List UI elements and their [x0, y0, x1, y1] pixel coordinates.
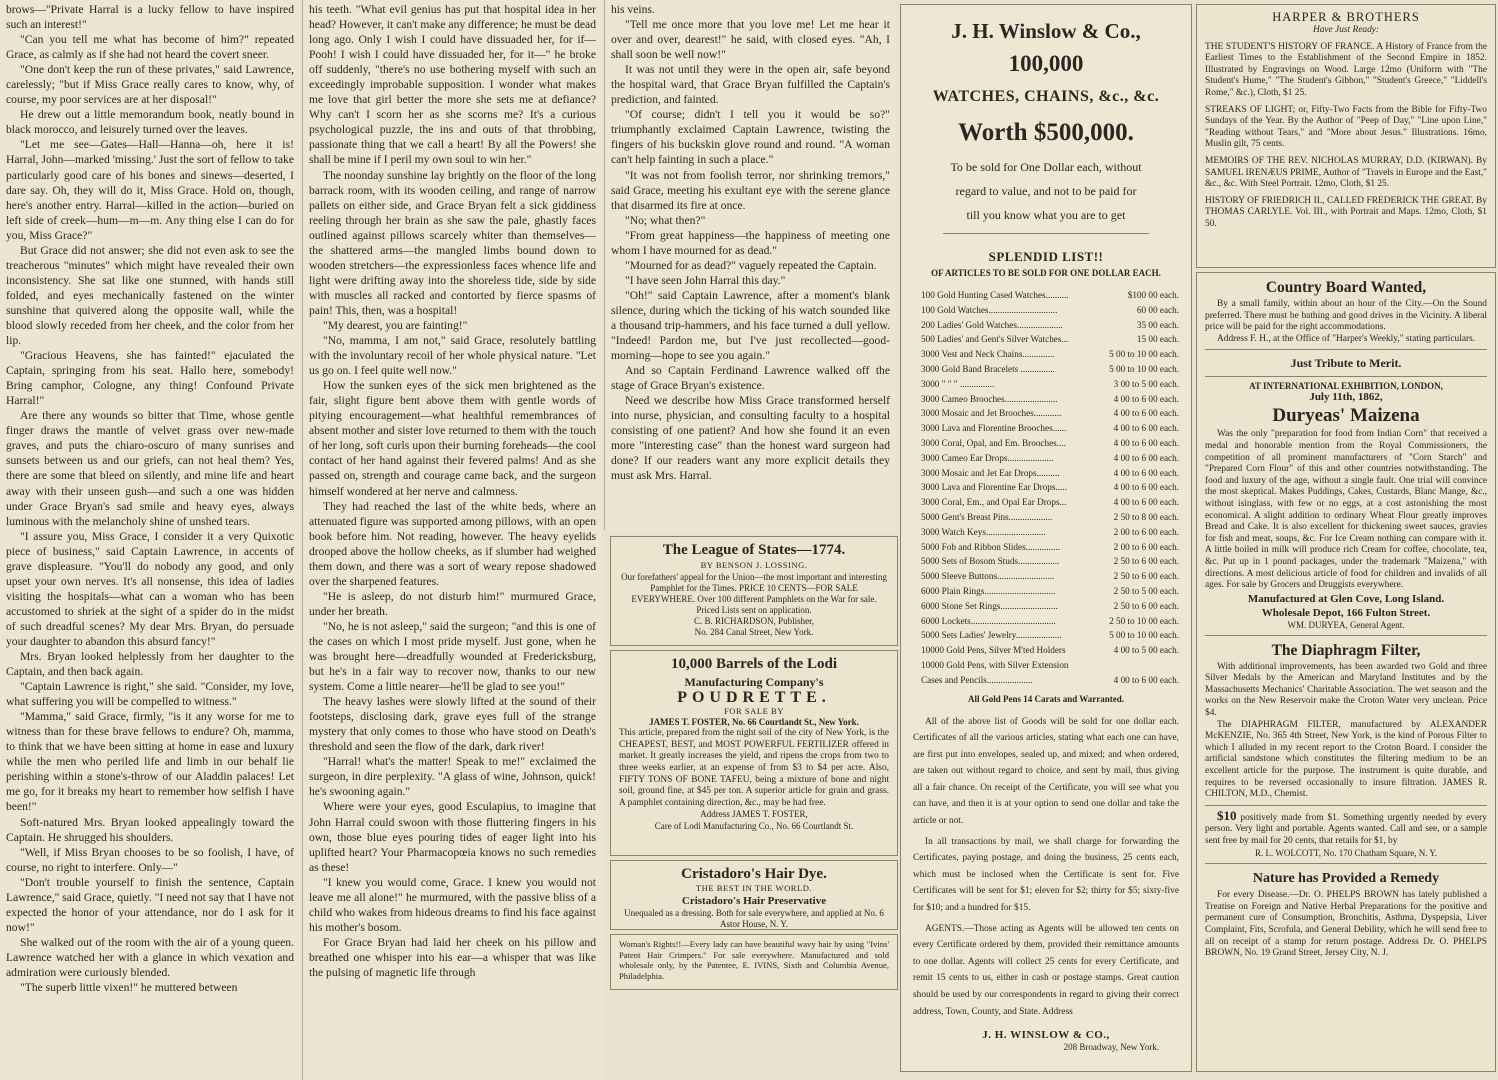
price-value: 4 00 to 6 00 each. — [1113, 423, 1179, 434]
story-paragraph: For Grace Bryan had laid her cheek on his pillow and breathed one whisper into his ear—a whisper that was like the pulsing of magnetic life through — [309, 935, 596, 979]
story-paragraph: "He is asleep, do not disturb him!" murmured Grace, under her breath. — [309, 589, 596, 618]
story-paragraph: It was not until they were in the open air, safe beyond the hospital ward, that Grace Bryan fulfilled the Captain's prediction, and fainted. — [611, 63, 890, 107]
price-value: 2 50 to 6 00 each. — [1113, 556, 1179, 567]
maizena-date: July 11th, 1862, — [1309, 391, 1383, 404]
league-publisher: C. B. RICHARDSON, Publisher, — [694, 615, 814, 626]
story-paragraph: Need we describe how Miss Grace transformed herself into nurse, physician, and consulting faculty to a hospital consisting of one patient? And how she found it an even more "interesting case" than the honest ward surgeon had done? If our readers want any more explicit details they must ask Mrs. Harral. — [611, 394, 890, 483]
filter-body-2: The DIAPHRAGM FILTER, manufactured by ALEXANDER McKENZIE, No. 365 4th Street, New York, is the kind of Porous Filter to which I alluded in my recent report to the Croton Board. I consider the artificial sandstone which constitutes the filtering medium to be an excellent article for the purpose. The instrument is quite durable, and requires to be reversed occasionally to insure filtration. JAMES R. CHILTON, M.D., Chemist. — [1205, 719, 1487, 800]
league-title: The League of States—1774. — [662, 542, 846, 558]
story-paragraph: "Tell me once more that you love me! Let me hear it over and over, dearest!" he said, with closed eyes. "Ah, I shall soon be well now!" — [611, 18, 890, 62]
story-paragraph: "I assure you, Miss Grace, I consider it a very Quixotic piece of business," said Captain Lawrence, in accents of grave displeasure. "You'll do nobody any good, and only upset your own nerves. It's all nonsense, this idea of ladies visiting the hospitals—what can a woman who has been accustomed to shriek at the sight of a spider do in the midst of such dreadful scenes? My dear Mrs. Bryan, do persuade your daughter to abandon this absurd fancy!" — [6, 529, 294, 648]
price-item: 3000 Coral, Em., and Opal Ear Drops... — [921, 497, 1067, 508]
league-address: No. 284 Canal Street, New York. — [694, 627, 814, 638]
price-item: 500 Ladies' and Gent's Silver Watches... — [921, 334, 1069, 345]
winslow-list-subtitle: OF ARTICLES TO BE SOLD FOR ONE DOLLAR EACH. — [931, 268, 1161, 278]
story-paragraph: "No, he is not asleep," said the surgeon; "and this is one of the cases on which I most pride myself. Just gone, when he was brought here—dreadfully wounded at Fredericksburg, but he's in a fair way to recover now, thanks to our new system. Come a little nearer—he'll be glad to see you!" — [309, 619, 596, 694]
maizena-exhibition: AT INTERNATIONAL EXHIBITION, LONDON, — [1249, 381, 1443, 392]
price-item: 3000 Lava and Florentine Ear Drops..... — [921, 482, 1067, 493]
price-item: 6000 Plain Rings............................... — [921, 585, 1056, 596]
price-value: 15 00 each. — [1136, 334, 1179, 345]
price-row — [913, 643, 1179, 658]
price-item: 5000 Sleeve Buttons......................... — [921, 571, 1055, 582]
price-item: 6000 Lockets..................................... — [921, 615, 1056, 626]
harper-entry: HISTORY OF FRIEDRICH II., CALLED FREDERICK THE GREAT. By THOMAS CARLYLE. Vol. III., with Portrait and Maps. 12mo, Cloth, $1 50. — [1205, 195, 1487, 229]
winslow-body-1: All of the above list of Goods will be sold for one dollar each. Certificates of all the various articles, stating what each one can have, are first put into envelopes, sealed up, and mixed; and when ordered, are taken out without regard to choice, and sent by mail, thus giving all a fair chance. On receipt of the Certificate, you will see what you can have, and then it is at your option to send one dollar and take the article or not. — [913, 716, 1179, 827]
price-value: 60 00 each. — [1136, 304, 1179, 315]
price-value: 4 00 to 5 00 each. — [1113, 645, 1179, 656]
winslow-body-2: In all transactions by mail, we shall charge for forwarding the Certificates, paying postage, and doing the business, 25 cents each, which must be inclosed when the Certificate is sent for. Five Certificates will be sent for $1; eleven for $2; thirty for $5; sixty-five for $10; and a hundred for $15. — [913, 836, 1179, 914]
harper-entry: THE STUDENT'S HISTORY OF FRANCE. A History of France from the Earliest Times to the Establishment of the Second Empire in 1852. Illustrated by Engravings on Wood. Large 12mo (Uniform with "The Student's Hume," "The Student's Gibbon," "Student's Greece," "Liddell's Rome," &c.), Cloth, $1 25. — [1205, 41, 1487, 98]
remedy-title: Nature has Provided a Remedy — [1252, 871, 1440, 887]
lodi-sig-1: Address JAMES T. FOSTER, — [700, 809, 808, 820]
story-paragraph: "Mourned for as dead?" vaguely repeated the Captain. — [625, 258, 877, 272]
story-paragraph: But Grace did not answer; she did not even ask to see the treacherous "minutes" which might have revealed their own inconsistency. She sat like one stunned, with hands still folded, and eyes mechanically fastened on the winter sunshine that quivered along the opposite wall, while the blood slowly receded from her cheek, and the color from her lip. — [6, 243, 294, 348]
harper-entry: STREAKS OF LIGHT; or, Fifty-Two Facts from the Bible for Fifty-Two Sundays of the Year. By the Author of "Peep of Day," "Line upon Line," "Reading without Tears," and "More about Jesus." Illustrations. 16mo, Muslin gilt, 75 cents. — [1205, 104, 1487, 150]
maizena-title: Duryeas' Maizena — [1272, 405, 1420, 427]
price-row — [913, 540, 1179, 555]
price-item: 3000 Cameo Ear Drops.................... — [921, 452, 1054, 463]
price-row — [913, 421, 1179, 436]
price-row — [913, 406, 1179, 421]
story-paragraph: She walked out of the room with the air of a young queen. Lawrence watched her with a glance in which vexation and admiration were curiously blended. — [6, 935, 294, 979]
story-paragraph: his veins. — [611, 3, 655, 16]
story-paragraph: "Don't trouble yourself to finish the sentence, Captain Lawrence," said Grace, quietly. "I need not say that I have not expected the honor of your attendance, nor do I ask for it now!" — [6, 875, 294, 934]
price-value: 4 00 to 6 00 each. — [1113, 482, 1179, 493]
price-row — [913, 614, 1179, 629]
story-paragraph: "Of course; didn't I tell you it would be so?" triumphantly exclaimed Captain Lawrence, twisting the fingers of his buckskin glove round and round. "A woman can't help fainting in such a place." — [611, 108, 890, 167]
price-item: 3000 Vest and Neck Chains.............. — [921, 349, 1055, 360]
winslow-list-title: SPLENDID LIST!! — [988, 249, 1104, 264]
price-row — [913, 436, 1179, 451]
divider — [1205, 863, 1487, 864]
price-value: 2 50 to 5 00 each. — [1113, 585, 1179, 596]
price-row — [913, 658, 1179, 673]
league-byline: BY BENSON J. LOSSING. — [700, 560, 808, 570]
story-paragraph: "No; what then?" — [625, 213, 706, 227]
price-row — [913, 318, 1179, 333]
lodi-agent: JAMES T. FOSTER, No. 66 Courtlandt St., New York. — [649, 717, 859, 728]
divider — [1205, 635, 1487, 636]
story-paragraph: brows—"Private Harral is a lucky fellow to have inspired such an interest!" — [6, 3, 294, 32]
story-paragraph: "Oh!" said Captain Lawrence, after a moment's blank silence, during which the ticking of his watch sounded like a thousand trip-hammers, and his face turned a dull yellow. "Indeed! Pardon me, but I've just recollected—good-morning—hope to see you again." — [611, 288, 890, 363]
country-board-address: Address F. H., at the Office of "Harper's Weekly," stating particulars. — [1217, 333, 1476, 344]
price-row — [913, 377, 1179, 392]
story-paragraph: The heavy lashes were slowly lifted at the sound of their footsteps, disclosing dark, grave eyes full of the strange mystery that only comes to those who have stood on Death's threshold and seen the flow of the dark, dark river! — [309, 695, 596, 754]
price-row — [913, 599, 1179, 614]
lodi-sig-2: Care of Lodi Manufacturing Co., No. 66 Courtlandt St. — [654, 820, 854, 831]
womans-rights-ad — [610, 934, 898, 990]
lodi-title-2: Manufacturing Company's — [684, 675, 824, 689]
ten-dollar-body: positively made from $1. Something urgently needed by every person. Very light and portable. Agents wanted. Call and see, or a sample sent free by mail for 20 cents, that retails for $1, by — [1205, 812, 1487, 846]
harper-entry: MEMOIRS OF THE REV. NICHOLAS MURRAY, D.D. (KIRWAN). By SAMUEL IRENÆUS PRIME, Author of "Travels in Europe and the East," &c., &c. With Steel Portrait. 12mo, Cloth, $1 25. — [1205, 155, 1487, 190]
right-column-ads — [1196, 272, 1496, 1072]
story-paragraph: Where were your eyes, good Esculapius, to imagine that John Harral could swoon with those fluttering fingers in his own, those blue eyes pouring tides of eager light into his uplifted heart? Your Pharmacopœia knows no such remedies as these! — [309, 800, 596, 874]
price-item: 100 Gold Hunting Cased Watches.......... — [921, 290, 1069, 300]
price-row — [913, 569, 1179, 584]
womans-rights-text: Woman's Rights!!—Every lady can have beautiful wavy hair by using "Ivins' Patent Hair Crimpers." For sale everywhere. Manufactured and sold wholesale only, by the Patentee, E. IVINS, Sixth and Columbia Avenue, Philadelphia. — [619, 939, 889, 981]
lodi-poudrette-ad — [610, 650, 898, 856]
winslow-address: 208 Broadway, New York. — [1063, 1041, 1159, 1052]
story-paragraph: "Can you tell me what has become of him?" repeated Grace, as calmly as if she had not heard the covert sneer. — [6, 33, 294, 62]
harper-title: HARPER & BROTHERS — [1272, 10, 1420, 24]
price-value: 2 50 to 10 00 each. — [1109, 615, 1179, 626]
price-item: 3000 Gold Band Bracelets ............... — [921, 363, 1055, 374]
price-value: 5 00 to 10 00 each. — [1109, 349, 1179, 360]
story-paragraph: "Well, if Miss Bryan chooses to be so foolish, I have, of course, no right to interfere. Only—" — [6, 845, 294, 874]
price-value: 2 00 to 6 00 each. — [1113, 526, 1179, 537]
story-paragraph: How the sunken eyes of the sick men brightened as the fair, slight figure bent above them with gentle words of pitying encouragement—what healthful remembrances of absent mother and sister love returned to them with the touch of her long, soft curls upon their burning foreheads—the cool contact of her hand against their fevered palms! And as she passed on, strength and courage came back, and the surgeon himself wondered at her nerve and calmness. — [309, 379, 596, 498]
price-value: 4 00 to 6 00 each. — [1113, 452, 1179, 463]
price-value: 3 00 to 5 00 each. — [1113, 378, 1179, 389]
cristadoro-body: Unequaled as a dressing. Both for sale everywhere, and applied at No. 6 Astor House, N. Y. — [624, 907, 884, 929]
price-value: 4 00 to 6 00 each. — [1113, 467, 1179, 478]
price-row — [913, 673, 1179, 688]
maizena-depot: Wholesale Depot, 166 Fulton Street. — [1261, 606, 1431, 619]
story-paragraph: Are there any wounds so bitter that Time, whose gentle finger draws the mantle of velvet grass over new-made graves, and puts the chiaro-oscuro of many sunrises and sunsets between us and our griefs, can not heal them? Yes, there are some that bleed on silently, and mine life and heart away with their unseen gush—and such a one was hidden under Grace Bryan's sad smile and heavy eyes, always luminous with the melancholy shine of unshed tears. — [6, 409, 294, 528]
price-value: 4 00 to 6 00 each. — [1113, 497, 1179, 508]
story-paragraph: "From great happiness—the happiness of meeting one whom I have mourned for as dead." — [611, 228, 890, 257]
story-paragraph: "My dearest, you are fainting!" — [323, 318, 468, 332]
price-value: 4 00 to 6 00 each. — [1113, 674, 1179, 685]
winslow-count: 100,000 — [1008, 51, 1084, 76]
price-row — [913, 303, 1179, 318]
divider — [1205, 805, 1487, 806]
winslow-signature: J. H. WINSLOW & CO., — [982, 1029, 1110, 1042]
cristadoro-sub-2: Cristadoro's Hair Preservative — [681, 894, 827, 907]
lodi-body: This article, prepared from the night soil of the city of New York, is the CHEAPEST, BEST, and MOST POWERFUL FERTILIZER offered in market. It greatly increases the yield, and ripens the crops from two to three weeks earlier, at an expense of from $3 to $4 per acre. Also, FIFTY TONS OF BONE TAFEU, being a mixture of bone and night soil, ground fine, at $45 per ton. A superior article for grain and grass. A pamphlet containing direction, &c., may be had free. — [619, 728, 889, 808]
winslow-divider — [943, 233, 1149, 234]
story-paragraph: "The superb little vixen!" he muttered between — [20, 981, 238, 995]
price-item: 3000 Watch Keys.......................... — [921, 526, 1046, 537]
story-column-2 — [302, 0, 602, 1080]
winslow-worth: Worth $500,000. — [958, 119, 1134, 146]
winslow-tagline-3: till you know what you are to get — [966, 208, 1126, 222]
price-value: 2 00 to 6 00 each. — [1113, 541, 1179, 552]
story-column-3 — [604, 0, 896, 530]
divider — [1205, 349, 1487, 350]
story-paragraph: his teeth. "What evil genius has put that hospital idea in her head? However, it can't make any difference; he must be dead long ago. Only I wish I could have dissuaded her, for if— Pooh! I wish I could have dissuaded her, for it—" he broke off suddenly, "there's no use bothering myself with such an exceedingly improbable supposition. I wonder what makes me love that girl better the more she sets me at defiance? Why can't I scorn her as she scorns me? It's a curious psychological puzzle, the ins and outs of that throbbing, passionate thing that we call a heart! By all the Powers! she shall be mine if I peril my own soul to win her." — [309, 3, 596, 167]
price-value: $100 00 each. — [1127, 290, 1179, 300]
price-row — [913, 466, 1179, 481]
winslow-warrant: All Gold Pens 14 Carats and Warranted. — [967, 693, 1125, 704]
story-paragraph: "Let me see—Gates—Hall—Hanna—oh, here it is! Harral, John—marked 'missing.' Just the sort of fellow to take particularly good care of his bones and sinews—deserted, I dare say. Oh, they will do it, Miss Grace. Hold on, though, here's another entry. Harral—killed in the action—buried on left side of creek—hum—m—m. Any thing else I can do for you, Miss Grace?" — [6, 138, 294, 242]
price-item: 100 Gold Watches.............................. — [921, 304, 1058, 315]
price-row — [913, 480, 1179, 495]
story-paragraph: Soft-natured Mrs. Bryan looked appealingly toward the Captain. He shrugged his shoulders. — [6, 815, 294, 844]
cristadoro-hair-dye-ad — [610, 860, 898, 930]
winslow-tagline-1: To be sold for One Dollar each, without — [950, 160, 1142, 174]
price-row — [913, 451, 1179, 466]
price-value: 4 00 to 6 00 each. — [1113, 393, 1179, 404]
price-item: 5000 Gent's Breast Pins................... — [921, 511, 1053, 522]
harper-brothers-ad — [1196, 4, 1496, 268]
harper-subtitle: Have Just Ready: — [1312, 25, 1380, 35]
lodi-title-1: 10,000 Barrels of the Lodi — [671, 656, 837, 672]
price-item: 10000 Gold Pens, Silver M'ted Holders — [921, 645, 1066, 656]
price-row — [913, 288, 1179, 303]
price-value: 35 00 each. — [1136, 319, 1179, 330]
price-row — [913, 554, 1179, 569]
story-paragraph: "No, mamma, I am not," said Grace, resolutely battling with the involuntary recoil of her whole physical nature. "Let us go on. I feel quite well now." — [309, 334, 596, 378]
filter-body-1: With additional improvements, has been awarded two Gold and three Silver Medals by the American and Maryland Institutes and by the Massachusetts Mechanics' Charitable Association. The wet season and the works on the New Reservoir make the Croton Water very unclean. Price $4. — [1205, 661, 1487, 719]
story-paragraph: Mrs. Bryan looked helplessly from her daughter to the Captain, and then back again. — [6, 650, 294, 679]
story-paragraph: The noonday sunshine lay brightly on the floor of the long barrack room, with its wooden ceiling, and range of narrow pallets on either side, and Grace Bryan felt a sick giddiness reeling through her brain as she saw the pale, ghastly faces outlined against pillows scarcely whiter than themselves—the shattered arms—the mangled limbs bound down to wooden stretchers—the expressionless faces whence life and light were drifting away into the shoreless tide, side by side with muscles all racked and contorted by fierce spasms of pain! This, then, was a hospital! — [309, 168, 596, 317]
remedy-body: For every Disease.—Dr. O. PHELPS BROWN has lately published a Treatise on Foreign and Native Herbal Preparations for the positive and permanent cure of Consumption, Bronchitis, Asthma, Dyspepsia, Liver Complaint, Fits, Scrofula, and General Debility, which he will send free to all on receipt of a stamp for return postage. Address Dr. O. PHELPS BROWN, No. 19 Grand Street, Jersey City, N. J. — [1205, 890, 1487, 959]
price-row — [913, 495, 1179, 510]
ten-dollar-sig: R. L. WOLCOTT, No. 170 Chatham Square, N. Y. — [1255, 847, 1437, 858]
price-item: 5000 Fob and Ribbon Slides............... — [921, 541, 1061, 552]
price-row — [913, 584, 1179, 599]
story-paragraph: "I have seen John Harral this day." — [625, 273, 786, 287]
price-row — [913, 347, 1179, 362]
lodi-title-3: POUDRETTE. — [677, 689, 831, 706]
maizena-body: Was the only "preparation for food from Indian Corn" that received a medal and honorable mention from the Royal Commissioners, the competition of all prominent manufacturers of "Corn Starch" and "Prepared Corn Flour" of this and other countries notwithstanding. The food and luxury of the age, without a single fault. One trial will convince the most skeptical. Makes Puddings, Cakes, Custards, Blanc Mange, &c., without isinglass, with few or no eggs, at a cost astonishing the most economical. A slight addition to ordinary Wheat Flour greatly improves Bread and Cake. It is also excellent for thickening sweet sauces, gravies for fish and meat, soups, &c. For Ice Cream nothing can compare with it. A little boiled in milk will produce rich Cream for coffee, chocolate, tea, &c. Put up in 1 pound packages, under the trademark "Maizena," with directions. A most delicious article of food for children and invalids of all ages. For sale by Grocers and Druggists everywhere. — [1205, 429, 1487, 591]
story-paragraph: "Gracious Heavens, she has fainted!" ejaculated the Captain, springing from his seat. Hallo here, somebody! Bring camphor, Cologne, any thing! Confound Private Harral!" — [6, 349, 294, 408]
ten-dollar-lead: $10 — [1217, 807, 1237, 823]
country-board-title: Country Board Wanted, — [1265, 279, 1427, 296]
price-item: 10000 Gold Pens, with Silver Extension — [921, 659, 1069, 670]
country-board-body: By a small family, within about an hour of the City.—On the Sound preferred. There must be bathing and good drives in the Vicinity. A liberal price will be paid for the right accommodations. — [1205, 299, 1487, 333]
maizena-tribute: Just Tribute to Merit. — [1290, 356, 1402, 371]
cristadoro-sub-1: THE BEST IN THE WORLD. — [695, 883, 813, 893]
winslow-watches-ad — [900, 4, 1192, 1072]
story-paragraph: They had reached the last of the white beds, where an attenuated figure was supported among pillows, with an open book before him. Not reading, however. The heavy eyelids drooped above the hollow cheeks, as if slumber had weighed them down, and there was a sort of weary repose shadowed over the sharpened features. — [309, 499, 596, 588]
price-item: 3000 Lava and Florentine Brooches...... — [921, 423, 1067, 434]
price-value: 2 50 to 6 00 each. — [1113, 600, 1179, 611]
price-row — [913, 362, 1179, 377]
price-row — [913, 628, 1179, 643]
price-item: 6000 Stone Set Rings......................... — [921, 600, 1058, 611]
price-value: 5 00 to 10 00 each. — [1109, 363, 1179, 374]
story-paragraph: "Captain Lawrence is right," she said. "Consider, my love, what suffering you will be compelled to witness." — [6, 680, 294, 709]
price-item: 3000 Coral, Opal, and Em. Brooches.... — [921, 437, 1066, 448]
price-item: 3000 " " " ............... — [921, 378, 995, 389]
price-value — [1175, 658, 1179, 673]
price-item: 5000 Sets of Bosom Studs.................. — [921, 556, 1060, 567]
story-paragraph: He drew out a little memorandum book, neatly bound in black morocco, and leisurely turned over the leaves. — [6, 108, 294, 137]
story-paragraph: "Harral! what's the matter! Speak to me!" exclaimed the surgeon, in dire perplexity. "A glass of wine, Johnson, quick! he's swooning again." — [309, 755, 596, 799]
filter-title: The Diaphragm Filter, — [1271, 641, 1421, 659]
maizena-agent: WM. DURYEA, General Agent. — [1287, 619, 1405, 630]
price-value: 5 00 to 10 00 each. — [1109, 630, 1179, 641]
league-body: Our forefathers' appeal for the Union—the most important and interesting Pamphlet for the Times. PRICE 10 CENTS—FOR SALE EVERYWHERE. Over 100 different Pamphlets on the War for sale. Priced Lists sent on application. — [621, 571, 887, 615]
price-value: 2 50 to 6 00 each. — [1113, 571, 1179, 582]
price-value: 4 00 to 6 00 each. — [1113, 408, 1179, 419]
divider — [1205, 376, 1487, 377]
story-paragraph: "I knew you would come, Grace. I knew you would not leave me all alone!" he murmured, with the passive bliss of a child who wakes from hideous dreams to find his face against his mother's bosom. — [309, 875, 596, 934]
story-paragraph: "It was not from foolish terror, nor shrinking tremors," said Grace, meeting his exultant eye with the serene glance that disarmed its fire at once. — [611, 168, 890, 212]
price-value: 4 00 to 6 00 each. — [1113, 437, 1179, 448]
winslow-items: WATCHES, CHAINS, &c., &c. — [932, 88, 1160, 105]
price-row — [913, 392, 1179, 407]
league-of-states-ad — [610, 536, 898, 646]
maizena-manufactured: Manufactured at Glen Cove, Long Island. — [1247, 592, 1445, 605]
story-column-1 — [0, 0, 300, 1080]
price-row — [913, 332, 1179, 347]
price-value: 2 50 to 8 00 each. — [1113, 511, 1179, 522]
story-paragraph: "Mamma," said Grace, firmly, "is it any worse for me to witness than for these brave fellows to endure? Oh, mamma, to think that we have been sitting at home in ease and luxury while the men who periled life and limb in our behalf lie perishing within a stone's-throw of our Aladdin palaces! Let me go, for it breaks my heart to remember how selfish I have been!" — [6, 710, 294, 814]
price-row — [913, 525, 1179, 540]
price-item: 5000 Sets Ladies' Jewelry.................... — [921, 630, 1062, 641]
price-item: 3000 Mosaic and Jet Brooches............ — [921, 408, 1062, 419]
winslow-company: J. H. Winslow & Co., — [951, 19, 1141, 43]
price-item: 200 Ladies' Gold Watches.................... — [921, 319, 1063, 330]
lodi-forsale: FOR SALE BY — [724, 705, 784, 716]
cristadoro-title: Cristadoro's Hair Dye. — [681, 866, 827, 882]
winslow-body-3: AGENTS.—Those acting as Agents will be allowed ten cents on every Certificate ordered by them, provided their remittance amounts to one dollar. Agents will collect 25 cents for every Certificate, and remit 15 cents to us, either in cash or postage stamps. Great caution should be used by our correspondents in regard to giving their correct address, Town, County, and State. Address — [913, 923, 1179, 1017]
winslow-price-list — [913, 288, 1179, 688]
price-item: 3000 Mosaic and Jet Ear Drops.......... — [921, 467, 1060, 478]
winslow-tagline-2: regard to value, and not to be paid for — [955, 184, 1137, 198]
price-row — [913, 510, 1179, 525]
price-item: Cases and Pencils.................... — [921, 674, 1033, 685]
price-item: 3000 Cameo Brooches....................... — [921, 393, 1058, 404]
story-paragraph: And so Captain Ferdinand Lawrence walked off the stage of Grace Bryan's existence. — [611, 364, 890, 393]
story-paragraph: "One don't keep the run of these privates," said Lawrence, carelessly; "but if Miss Grace really cares to know, why, of course, my poor services are at her disposal!" — [6, 63, 294, 107]
